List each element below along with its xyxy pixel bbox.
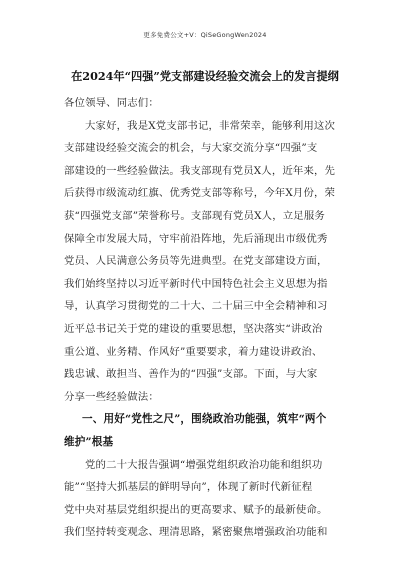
body-line: 近平总书记关于党的建设的重要思想，坚决落实“讲政治 (64, 322, 323, 335)
body-line: 后获得市级流动红旗、优秀党支部等称号，今年X月份，荣 (64, 187, 336, 200)
section-body-line: 能”“坚持大抓基层的鲜明导向”，体现了新时代新征程 (64, 481, 313, 494)
section-body-line: 党的二十大报告强调“增强党组织政治功能和组织功 (85, 458, 323, 471)
section-body-line: 党中央对基层党组织提出的更高要求、赋予的最新使命。 (64, 503, 328, 516)
body-line: 导，认真学习贯彻党的二十大、二十届三中全会精神和习 (64, 300, 328, 313)
header-note: 更多免费公文+V：QiSeGongWen2024 (143, 31, 267, 39)
document-body (64, 92, 348, 544)
section-body-line: 我们坚持转变观念、理清思路，紧密聚焦增强政治功能和 (64, 526, 328, 539)
section-heading: 维护”根基 (64, 435, 114, 448)
document-title: 在2024年“四强”党支部建设经验交流会上的发言提纲 (71, 69, 339, 83)
body-line: 分享一些经验做法： (64, 390, 159, 403)
body-line: 践忠诚、敢担当、善作为的“四强”支部。下面，与大家 (64, 368, 318, 381)
section-heading: 一、用好“党性之尺”，围绕政治功能强，筑牢“两个 (82, 413, 327, 426)
body-line: 党员、人民满意公务员等先进典型。在党支部建设方面， (64, 255, 328, 268)
body-line: 保障全市发展大局，守牢前沿阵地，先后涌现出市级优秀 (64, 232, 328, 245)
body-line: 重公道、业务精、作风好”重要要求，着力建设讲政治、 (64, 345, 323, 358)
salutation: 各位领导、同志们： (64, 97, 159, 109)
body-line: 支部建设经验交流会的机会，与大家交流分享“四强”支 (64, 142, 318, 155)
body-line: 部建设的一些经验做法。我支部现有党员X人，近年来，先 (64, 164, 336, 177)
body-line: 我们始终坚持以习近平新时代中国特色社会主义思想为指 (64, 277, 328, 290)
body-line: 获“四强党支部”荣誉称号。支部现有党员X人，立足服务 (64, 209, 325, 222)
body-line: 大家好，我是X党支部书记，非常荣幸，能够利用这次 (85, 119, 335, 132)
